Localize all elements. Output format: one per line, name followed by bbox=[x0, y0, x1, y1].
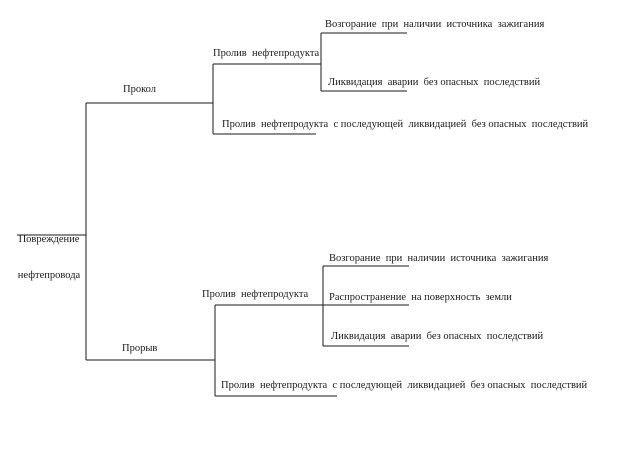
outcome-top-1: Возгорание при наличии источника зажигания bbox=[325, 19, 545, 30]
spill-bottom-label: Пролив нефтепродукта bbox=[202, 289, 309, 300]
outcome-bottom-2: Распространение на поверхность земли bbox=[329, 292, 512, 303]
branch-top-label: Прокол bbox=[123, 84, 157, 95]
root-node bbox=[12, 210, 86, 306]
root-label-line2: нефтепровода bbox=[17, 270, 81, 281]
outcome-bottom-1: Возгорание при наличии источника зажигания bbox=[329, 253, 549, 264]
root-label-line1: Повреждение bbox=[18, 234, 80, 245]
outcome-top-2: Ликвидация аварии без опасных последствий bbox=[328, 77, 541, 88]
spill-top-label: Пролив нефтепродукта bbox=[213, 48, 320, 59]
outcome-bottom-3: Ликвидация аварии без опасных последствий bbox=[331, 331, 544, 342]
branch-bottom-label: Прорыв bbox=[122, 343, 158, 354]
spill-liquidated-top: Пролив нефтепродукта с последующей ликвидацией без опасных последствий bbox=[222, 119, 589, 130]
spill-liquidated-bottom: Пролив нефтепродукта с последующей ликвидацией без опасных последствий bbox=[221, 380, 588, 391]
